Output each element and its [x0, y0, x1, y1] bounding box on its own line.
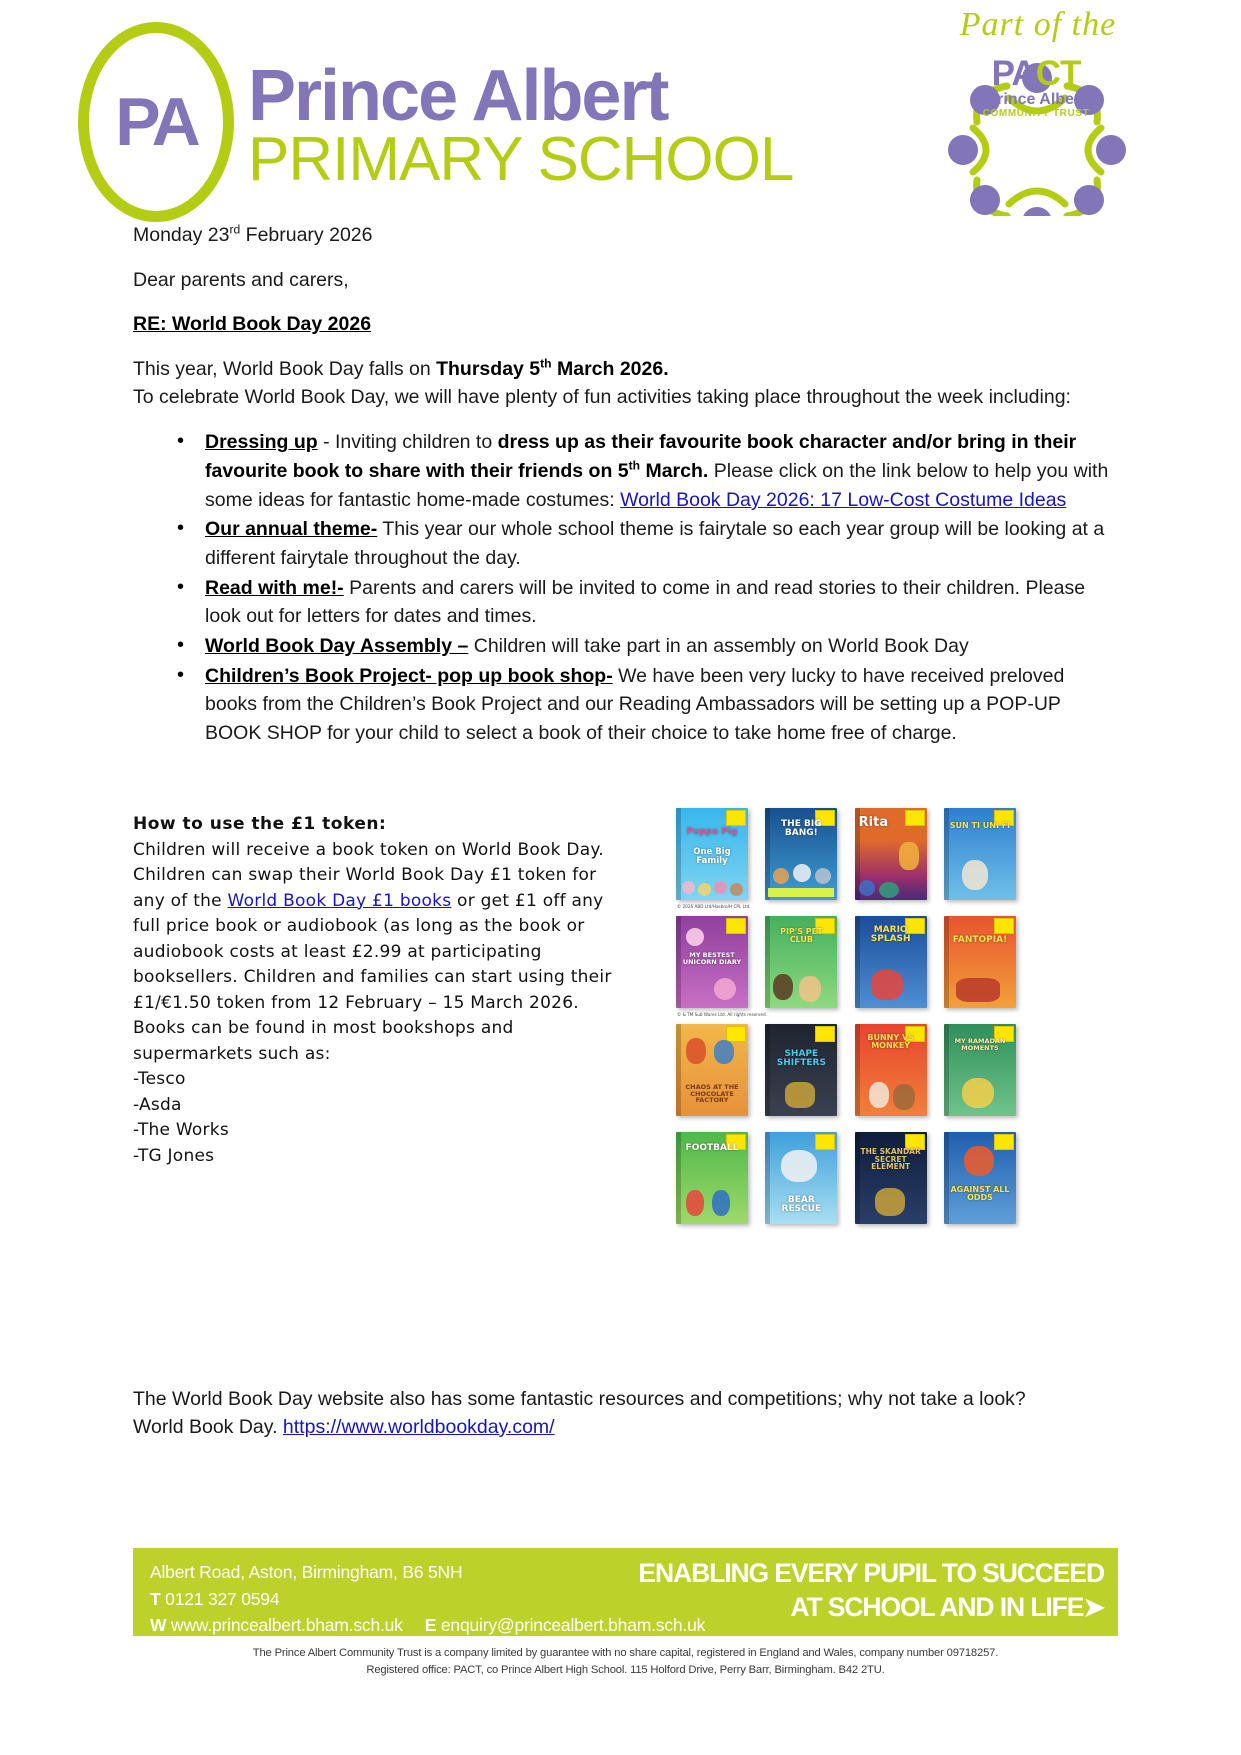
book-cover: AGAINST ALL ODDS: [944, 1132, 1016, 1224]
list-item-dressing-up: [177, 428, 1118, 514]
costume-ideas-link[interactable]: World Book Day 2026: 17 Low-Cost Costume Ideas: [620, 488, 1067, 511]
arrow-right-icon: ➤: [1083, 1591, 1104, 1622]
token-paragraph: [133, 838, 633, 1017]
book-cover: PIP'S PET CLUB: [765, 916, 837, 1008]
pact-people-ring-icon: [943, 62, 1131, 216]
bullet-title: Our annual theme-: [205, 518, 378, 541]
token-text-a: Children will receive a book token on World Book Day. Children can swap their World Book Day £1 token for any of the: [133, 839, 604, 911]
legal-notice: [133, 1645, 1118, 1680]
letter-intro-line2: To celebrate World Book Day, we will have plenty of fun activities taking place throughout the week including:: [133, 385, 1071, 408]
book-cover: FOOTBALL: [676, 1132, 748, 1224]
bullet-title: World Book Day Assembly –: [205, 635, 469, 658]
bullet-bold-end: March.: [640, 460, 709, 483]
bullet-post: Parents and carers will be invited to come in and read stories to their children. Please look out for letters for dates and times.: [205, 576, 1086, 628]
intro-date-bold: Thursday 5: [436, 358, 541, 381]
web-label: W: [150, 1615, 167, 1636]
book-cover: MY RAMADAN MOMENTS: [944, 1024, 1016, 1116]
book-cover: BEAR RESCUE: [765, 1132, 837, 1224]
closing-paragraph: [133, 1386, 1118, 1441]
school-logo: [78, 22, 793, 222]
email-address[interactable]: enquiry@princealbert.bham.sch.uk: [440, 1615, 706, 1636]
book-cover: BUNNY VS MONKEY: [855, 1024, 927, 1116]
book-cover: Peppa Pig One Big Family: [676, 808, 748, 900]
footer-contact-details: [150, 1559, 705, 1639]
letter-date-ordinal: rd: [229, 222, 241, 237]
letter-greeting: Dear parents and carers,: [133, 268, 349, 291]
price-tag-icon: [726, 918, 746, 934]
book-cover: THE BIG BANG!: [765, 808, 837, 900]
pact-tagline: COMMUNITY TRUST: [982, 107, 1090, 119]
book-cover: FANTOPIA!: [944, 916, 1016, 1008]
bullet-post: Please click on the link below to help you with some ideas for fantastic home-made costumes:: [205, 460, 1109, 511]
bullet-pre: - Inviting children to: [317, 431, 498, 454]
book-cover-grid: [676, 808, 1016, 1223]
legal-line-1: The Prince Albert Community Trust is a company limited by guarantee with no share capital, registered in England and Wales, company number 09718257.: [252, 1647, 999, 1659]
pa-monogram-oval-icon: [78, 22, 234, 222]
book-row: [676, 1024, 1016, 1116]
list-item-book-project: [177, 662, 1118, 748]
footer-web-email-row: [150, 1612, 705, 1639]
intro-date-ordinal: th: [540, 356, 552, 371]
closing-lead: World Book Day.: [133, 1415, 283, 1438]
bullet-post: We have been very lucky to have received preloved books from the Children’s Book Project and our Reading Ambassadors will be setting up a POP-UP BOOK SHOP for your child to select a book of their choice to take home free of charge.: [205, 664, 1065, 744]
letter-date-day: Monday 23: [133, 224, 230, 246]
token-instructions: [133, 812, 633, 1169]
letter-subject-text: RE: World Book Day 2026: [133, 313, 372, 336]
footer-address: Albert Road, Aston, Birmingham, B6 5NH: [150, 1562, 463, 1582]
token-text-b: or get £1 off any full price book or audiobook (as long as the book or audiobook costs at least £2.99 at participating booksellers. Children and families can start using their £1/€1.50 token from 12 February – 15 March 2026.: [133, 890, 612, 1013]
letter-subject: [133, 311, 1118, 339]
shop-item: -TG Jones: [133, 1145, 215, 1166]
book-cover: MY BESTEST UNICORN DIARY: [676, 916, 748, 1008]
bullet-title: Dressing up: [205, 431, 318, 454]
list-item-read-with-me: [177, 574, 1118, 631]
book-cover: SUN TI UNI FI: [944, 808, 1016, 900]
pact-acronym-pa: PA: [991, 54, 1036, 93]
worldbookday-url-link[interactable]: https://www.worldbookday.com/: [282, 1415, 555, 1438]
wbd-pound-books-link[interactable]: World Book Day £1 books: [227, 890, 452, 911]
pact-trust-logo: [911, 4, 1161, 216]
book-cover: CHAOS AT THE CHOCOLATE FACTORY: [676, 1024, 748, 1116]
price-tag-icon: [726, 1026, 746, 1042]
phone-number: 0121 327 0594: [165, 1588, 280, 1609]
intro-date-rest: March 2026.: [551, 358, 669, 381]
letter-date: [133, 222, 1118, 250]
shop-item: -Tesco: [133, 1069, 186, 1089]
email-label: E: [424, 1615, 437, 1636]
book-cover: Rita: [855, 808, 927, 900]
legal-line-2: Registered office: PACT, co Prince Albert High School. 115 Holford Drive, Perry Barr, Birmingham. B42 2TU.: [366, 1664, 885, 1677]
school-name-secondary: PRIMARY SCHOOL: [248, 125, 794, 195]
shop-item: -The Works: [133, 1120, 229, 1140]
letter-intro-line1: [133, 356, 1118, 384]
closing-line-2: [133, 1414, 1118, 1442]
book-cover: MARIO SPLASH: [855, 916, 927, 1008]
price-tag-icon: [994, 918, 1014, 934]
list-item-assembly: [177, 632, 1118, 661]
pa-monogram-text: PA: [115, 84, 197, 160]
bullet-bold: dress up as their favourite book character and/or bring in their favourite book to share with their friends on 5: [205, 431, 1077, 483]
school-name-block: [248, 55, 794, 195]
price-tag-icon: [994, 1134, 1014, 1150]
list-item-annual-theme: [177, 515, 1118, 572]
book-cover: SHAPE SHIFTERS: [765, 1024, 837, 1116]
pact-part-of-text: Part of the: [959, 6, 1117, 43]
book-credit-line: © 2026 ABD Ltd/Hasbro/H CPL Ltd.: [677, 904, 751, 909]
pact-name: Prince Albert: [986, 91, 1086, 108]
activities-list: [133, 428, 1118, 747]
letter-date-monthyear: February 2026: [240, 224, 373, 246]
footer-slogan: [638, 1557, 1104, 1625]
website-url[interactable]: www.princealbert.bham.sch.uk: [171, 1615, 403, 1636]
phone-label: T: [150, 1588, 161, 1609]
slogan-line-2-text: AT SCHOOL AND IN LIFE: [790, 1591, 1084, 1622]
book-credit-line: © & TM Sub Wares Ltd. All rights reserved.: [677, 1012, 767, 1017]
price-tag-icon: [815, 1134, 835, 1150]
book-row: [676, 916, 1016, 1008]
footer-contact-bar: [133, 1548, 1118, 1636]
book-row: [676, 808, 1016, 900]
bullet-title: Children’s Book Project- pop up book shop-: [205, 664, 613, 687]
bullet-bold-ordinal: th: [628, 458, 641, 473]
pact-acronym-ct: CT: [1035, 54, 1081, 93]
slogan-line-2: [638, 1591, 1104, 1625]
token-heading: How to use the £1 token:: [133, 814, 387, 834]
book-row: [676, 1132, 1016, 1224]
footer-phone-row: [150, 1586, 705, 1613]
intro-lead: This year, World Book Day falls on: [133, 358, 437, 381]
slogan-line-1: ENABLING EVERY PUPIL TO SUCCEED: [638, 1558, 1104, 1588]
price-tag-icon: [815, 1026, 835, 1042]
bullet-post: Children will take part in an assembly on World Book Day: [468, 635, 969, 658]
letter-body: [133, 222, 1118, 749]
closing-line-1: The World Book Day website also has some fantastic resources and competitions; why not take a look?: [133, 1388, 1026, 1410]
book-cover: THE SKANDAR SECRET ELEMENT: [855, 1132, 927, 1224]
bullet-post: This year our whole school theme is fairytale so each year group will be looking at a different fairytale throughout the day.: [205, 518, 1105, 570]
token-where-to-buy: Books can be found in most bookshops and supermarkets such as:: [133, 1018, 514, 1064]
school-name-primary: Prince Albert: [248, 55, 668, 136]
price-tag-icon: [726, 810, 746, 826]
letterhead: [0, 0, 1241, 218]
shop-item: -Asda: [133, 1094, 182, 1115]
bullet-title: Read with me!-: [205, 576, 344, 599]
